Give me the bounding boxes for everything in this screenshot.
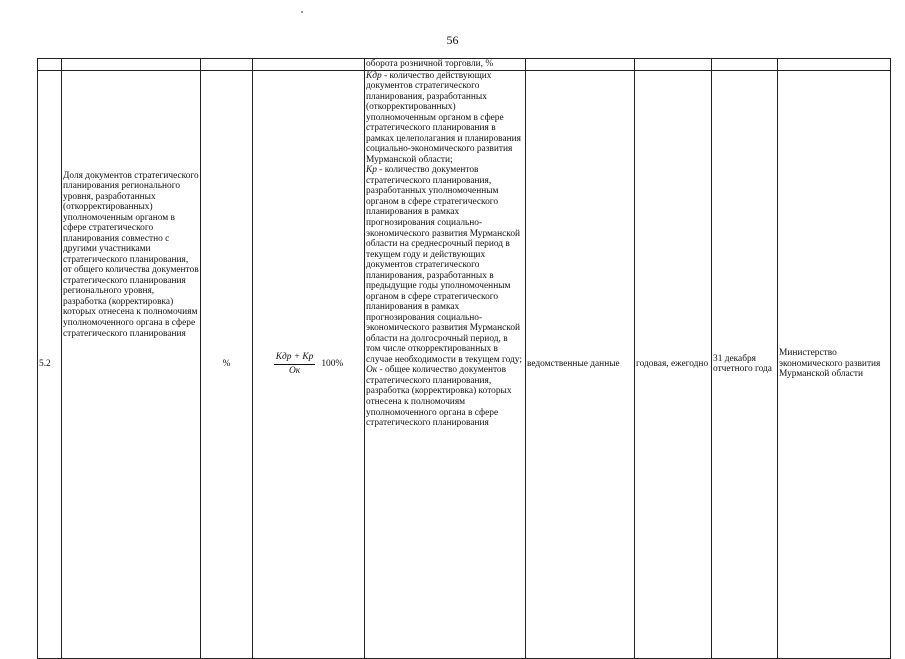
method-term: Кдр — [366, 70, 382, 81]
row-number: 5.2 — [38, 70, 62, 658]
method-item-ok — [366, 365, 524, 428]
unit-of-measure: % — [201, 70, 253, 658]
cell-empty — [201, 59, 253, 71]
formula-cell — [253, 70, 365, 658]
cell-empty — [526, 59, 635, 71]
cell-empty — [635, 59, 712, 71]
method-term: Кр — [366, 165, 377, 176]
calculation-method — [365, 70, 526, 658]
formula-numerator: Кдр + Кр — [274, 352, 316, 365]
continuation-row — [38, 59, 891, 71]
cell-empty — [253, 59, 365, 71]
indicator-table — [37, 58, 891, 659]
formula — [274, 352, 343, 376]
formula-fraction — [274, 352, 316, 376]
cell-empty — [712, 59, 778, 71]
cell-empty — [62, 59, 201, 71]
indicator-name: Доля документов стратегического планирования регионального уровня, разработанных (откорректированных) уполномоченным органом в сфере стратегического планирования совместно с другими участниками стратегического планирования, от общего количества документов стратегического планирования регионального уровня, разработка (корректировка) которых отнесена к полномочиям уполномоченного органа в сфере стратегического планирования — [62, 70, 201, 658]
data-source: ведомственные данные — [526, 70, 635, 658]
frequency: годовая, ежегодно — [635, 70, 712, 658]
method-term: Ок — [366, 365, 378, 376]
method-text: - количество документов стратегического планирования, разработанных уполномоченным органом в сфере стратегического планирования в рамках прогнозирования социально-экономического развития Мурманской области на среднесрочный период в текущем году и действующих документов стратегического планирования, разработанных в предыдущие годы уполномоченным органом в сфере стратегического планирования в рамках прогнозирования социально-экономического развития Мурманской области на долгосрочный период, в том числе откорректированных в случае необходимости в текущем году; — [366, 165, 522, 365]
formula-multiplier: 100% — [321, 358, 344, 369]
table-row — [38, 70, 891, 658]
method-item-kr — [366, 165, 524, 365]
scan-speck — [301, 11, 303, 13]
cell-empty — [778, 59, 891, 71]
formula-denominator: Ок — [288, 365, 301, 376]
page-number: 56 — [446, 33, 459, 47]
continuation-text: оборота розничной торговли, % — [365, 59, 526, 71]
cell-empty — [38, 59, 62, 71]
method-text: - общее количество документов стратегического планирования, разработка (корректировка) которых отнесена к полномочиям уполномоченного органа в сфере стратегического планирования — [366, 365, 512, 429]
responsible-body: Министерство экономического развития Мурманской области — [778, 70, 891, 658]
deadline: 31 декабря отчетного года — [712, 70, 778, 658]
method-item-kdr — [366, 71, 524, 166]
method-text: - количество действующих документов стратегического планирования, разработанных (откорректированных) уполномоченным органом в сфере стратегического планирования в рамках целеполагания и планирования социально-экономического развития Мурманской области; — [366, 70, 521, 165]
